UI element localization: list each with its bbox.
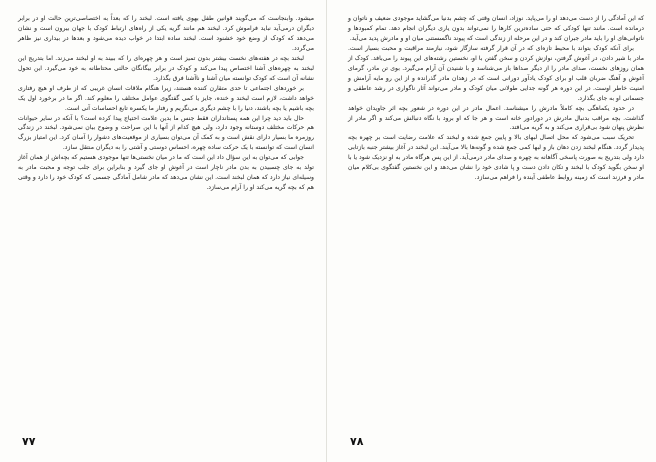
paragraph: جوابی که می‌توان به این سؤال داد این است که ما در میان نخستی‌ها تنها موجودی هستیم که بچه‌اش از همان آغاز تولد به جای چسبیدن به بدن مادر ناچار است در آغوش او جای گیرد و بنابراین برای جلب توجه و محبت مادر به وسیله‌ای نیاز دارد که همان لبخند است. این نشان می‌دهد که مادر شامل آمادگی جسمی که کودک خود را دارد و وقتی هم که بچه گریه می‌کند او را آرام می‌سازد.	[18, 154, 314, 192]
gutter-divider	[326, 0, 327, 462]
paragraph: برای آنکه کودک بتواند با محیط تازه‌ای که در آن قرار گرفته سازگار شود، نیازمند مراقبت و محبت بسیار است. مادر با شیر دادن، در آغوش گرفتن، نوازش کردن و سخن گفتن با او، نخستین رشته‌های این پیوند را می‌بافد. کودک از همان روزهای نخست، صدای مادر را از دیگر صداها باز می‌شناسد و با شنیدن آن آرام می‌گیرد. بوی تن مادر، گرمای آغوش و آهنگ ضربان قلب او برای کودک یادآور دورانی است که در زهدان مادر گذرانده و از این رو مایه آرامش و امنیت خاطر اوست. در این دوره هر گونه جدایی طولانی میان کودک و مادر می‌تواند آثار ناگواری در رشد عاطفی و جسمانی او به جای بگذارد.	[348, 44, 644, 102]
right-page-text	[348, 14, 644, 183]
page-number: ۷۸	[350, 435, 364, 448]
paragraph: تحریک سبب می‌شود که محل اتصال لبهای بالا و پایین جمع شده و لبخند که علامت رضایت است بر چهره بچه پدیدار گردد. هنگام لبخند زدن دهان باز و لبها کمی جمع شده و گونه‌ها بالا می‌آیند. این لبخند در آغاز بیشتر جنبه بازتابی دارد ولی بتدریج به صورت پاسخی آگاهانه به چهره و صدای مادر درمی‌آید. از این پس هرگاه مادر به او نزدیک شود یا با او سخن بگوید کودک با لبخند و تکان دادن دست و پا شادی خود را نشان می‌دهد و این نخستین گفتگوی بی‌کلام میان مادر و فرزند است که زمینه روابط عاطفی آینده را فراهم می‌سازد.	[348, 134, 644, 182]
page-number: ۷۷	[22, 435, 36, 448]
left-page	[10, 0, 322, 462]
paragraph: که این آمادگی را از دست می‌دهد او را می‌پاید. نوزاد، انسان وقتی که چشم بدنیا می‌گشاید موجودی ضعیف و ناتوان و درمانده است. مانند تنها کودکی که حتی ساده‌ترین کارها را نمی‌تواند بدون یاری دیگران انجام دهد. تمام کمبودها و ناتوانی‌های او را باید مادر جبران کند و در این مرحله از زندگی است که پیوند ناگسستنی میان او و مادرش پدید می‌آید.	[348, 15, 644, 42]
paragraph: حال باید دید چرا این همه پستانداران فقط جنس ما بدین علامت احتیاج پیدا کرده است؟ با آنکه در سایر حیوانات هم حرکات مختلف دوستانه وجود دارد، ولی هیچ کدام از آنها با این صراحت و وضوح بیان نمی‌شود. لبخند در زندگی روزمره ما بسیار دارای نقش است و به کمک آن می‌توان بسیاری از موقعیت‌های دشوار را آسان کرد. این امتیاز بزرگ انسان است که توانسته با یک حرکت ساده چهره، احساس دوستی و آشتی را به دیگران منتقل سازد.	[18, 114, 314, 152]
paragraph: میشود. وابنجاست که می‌گویند قوانین طفل بهوی یافته است. لبخند را که بعداً به اختصاصی‌ترین حالت او در برابر دیگران درمی‌آید نباید فراموش کرد. لبخند هم مانند گریه یکی از راه‌های ارتباط کودک با جهان بیرون است و نشان می‌دهد که کودک از وضع خود خشنود است. لبخند ساده ابتدا در خواب دیده می‌شود و بعدها در بیداری نیز ظاهر می‌گردد.	[18, 15, 314, 52]
paragraph: در حدود یکماهگی بچه کاملاً مادرش را میشناسد. اعمال مادر در این دوره در شعور بچه اثر جاویدان خواهد گذاشت. بچه مراقب بدنبال مادرش در دورادور خانه است و هر جا که او برود با نگاه دنبالش می‌کند و اگر مادر از نظرش پنهان شود بی‌قراری می‌کند و به گریه می‌افتد.	[348, 104, 644, 132]
right-page	[340, 0, 652, 462]
paragraph: لبخند بچه در هفته‌های نخست بیشتر بدون تمیز است و هر چهره‌ای را که ببیند به او لبخند می‌زند. اما بتدریج این لبخند به چهره‌های آشنا اختصاص پیدا می‌کند و کودک در برابر بیگانگان حالتی محتاطانه به خود می‌گیرد. این تحول نشانه آن است که کودک توانسته میان آشنا و ناآشنا فرق بگذارد.	[18, 54, 314, 82]
paragraph: بر خوردهای اجتماعی تا حدی متقارن کننده هستند، زیرا هنگام ملاقات انسان غریبی که از طرف او هیچ رفتاری خواهد داشت، لازم است لبخند و خنده، جایز یا کمی گفتگوی عوامل مختلف را معلوم کند. اگر ما در برخورد اول یک بچه باشیم یا بچه باشند، دنیا را با چشم دیگری می‌نگریم و رفتار ما یکسره تابع احساسات آنی است.	[18, 84, 314, 112]
left-page-text	[18, 14, 314, 193]
